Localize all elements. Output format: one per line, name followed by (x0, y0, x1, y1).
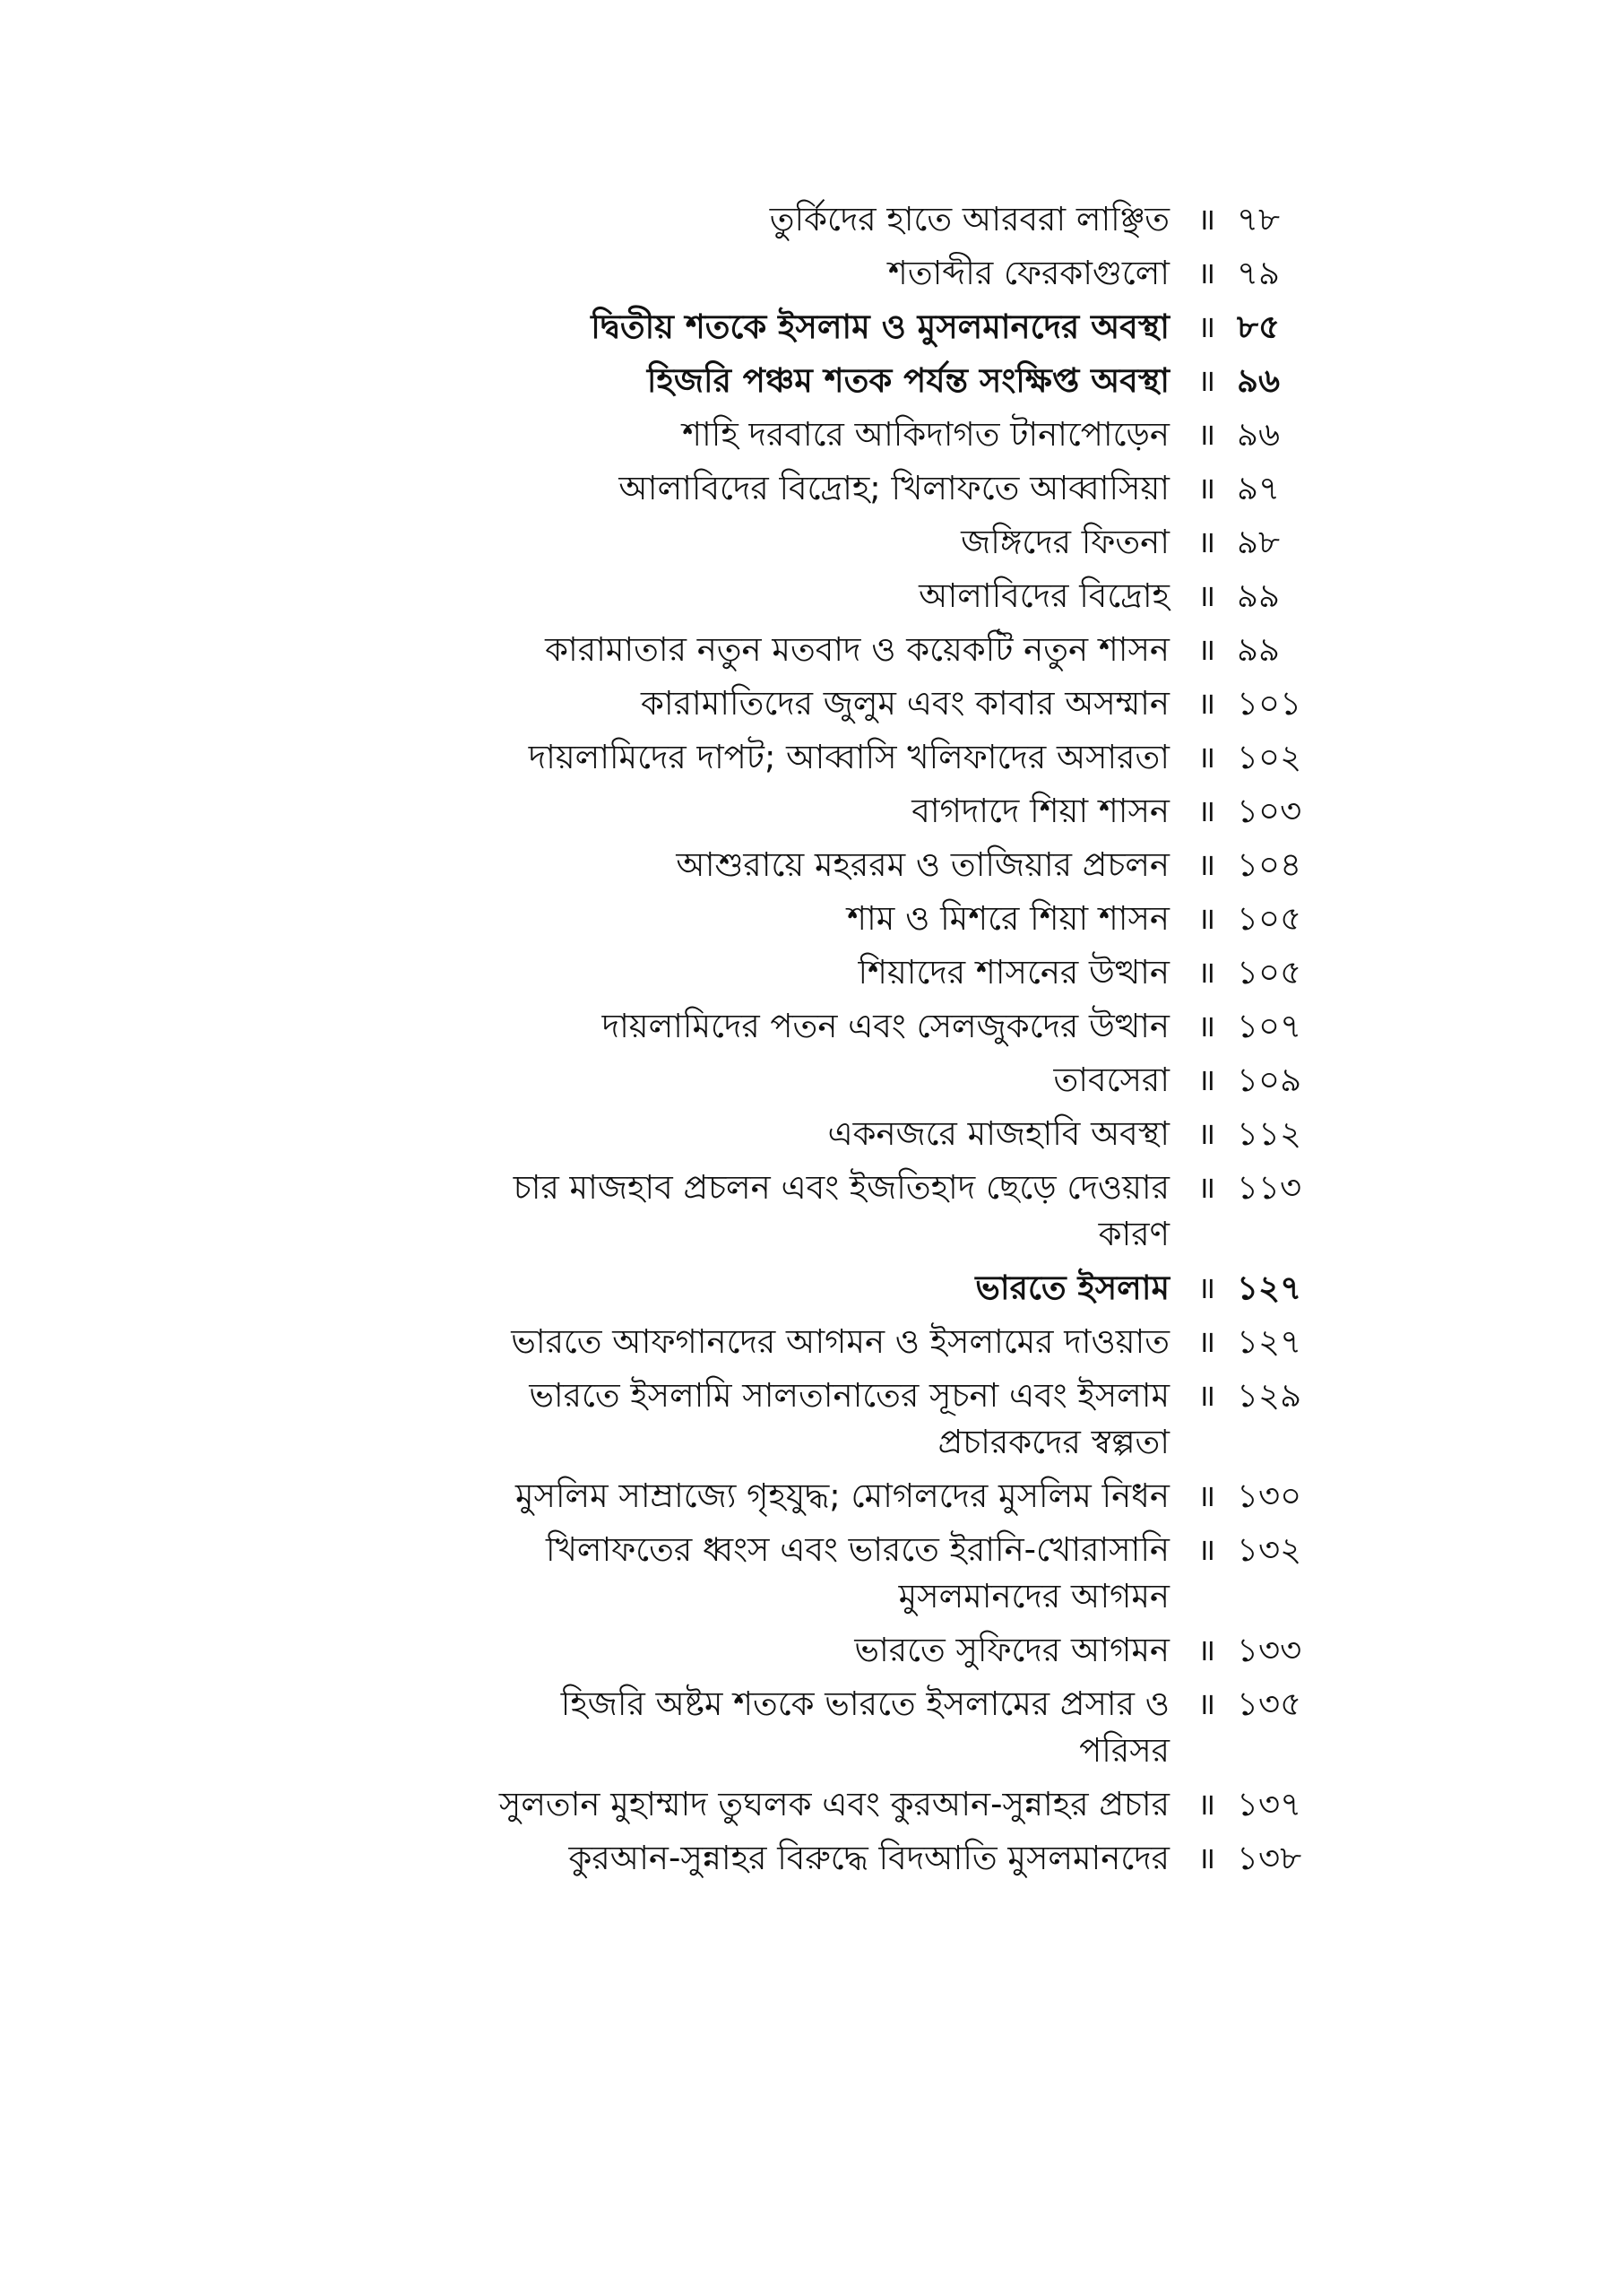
table-of-contents (0, 193, 1624, 1885)
toc-entry (0, 838, 1624, 892)
toc-entry-page: ৮৫ (1237, 307, 1281, 346)
toc-entry-title: ভারতে আফগানদের আগমন ও ইসলামের দাওয়াত (511, 1322, 1170, 1361)
toc-entry-page: ১৩৭ (1237, 1785, 1302, 1823)
toc-entry-title: ভারতে সুফিদের আগমন (854, 1631, 1170, 1669)
toc-entry-separator: ॥ (1196, 793, 1216, 829)
toc-entry-page: ১৩০ (1237, 1477, 1302, 1515)
toc-entry (0, 892, 1624, 946)
toc-entry-page: ৯৬ (1237, 415, 1281, 454)
toc-entry-separator: ॥ (1196, 471, 1216, 507)
toc-entry (0, 569, 1624, 623)
toc-entry-separator: ॥ (1196, 1686, 1216, 1722)
toc-entry-title: আশুরায়ে মহররম ও তাজিয়ার প্রচলন (676, 845, 1170, 884)
toc-entry-title: হিজরি পঞ্চম শতক পর্যন্ত সংক্ষিপ্ত অবস্থা (646, 361, 1170, 400)
toc-entry-separator: ॥ (1196, 686, 1216, 722)
toc-entry (0, 1832, 1624, 1885)
toc-entry-page: ১০১ (1237, 684, 1302, 723)
toc-entry-page: ১১২ (1237, 1114, 1302, 1153)
toc-entry (0, 1053, 1624, 1107)
toc-entry (0, 1000, 1624, 1053)
toc-entry-page: ১০৯ (1237, 1061, 1302, 1099)
toc-entry-page: ৯৬ (1237, 361, 1281, 400)
toc-entry-separator: ॥ (1196, 1324, 1216, 1360)
toc-entry-title: সুলতান মুহাম্মাদ তুঘলক এবং কুরআন-সুন্নাহর প্রচার (498, 1785, 1170, 1823)
toc-entry (0, 1315, 1624, 1369)
toc-entry-title: হিজরি অষ্টম শতকে ভারতে ইসলামের প্রসার ও পরিসর (560, 1684, 1170, 1770)
toc-entry-title: শতাব্দীর ফেরকাগুলো (887, 254, 1170, 292)
toc-entry-title: খিলাফতের ধ্বংস এবং ভারতে ইরানি-খোরাসানি মুসলমানদের আগমন (546, 1530, 1170, 1615)
toc-entry-title: বাগদাদে শিয়া শাসন (911, 792, 1170, 830)
toc-entry-page: ৭৮ (1237, 200, 1281, 238)
toc-entry (0, 1369, 1624, 1469)
toc-entry-title: চার মাজহাব প্রচলন এবং ইজতিহাদ ছেড়ে দেওয়ার কারণ (513, 1168, 1170, 1253)
toc-entry-separator: ॥ (1196, 1532, 1216, 1568)
toc-entry (0, 1523, 1624, 1624)
toc-entry-page: ৯৭ (1237, 469, 1281, 507)
toc-entry (0, 623, 1624, 677)
toc-entry-title: কারামাতার নতুন মতবাদ ও কয়েকটি নতুন শাসন (545, 630, 1170, 669)
toc-entry-page: ১৩৩ (1237, 1631, 1302, 1669)
toc-entry (0, 247, 1624, 300)
toc-entry-page: ১৩৫ (1237, 1684, 1302, 1723)
toc-entry-title: শিয়াদের শাসনের উত্থান (858, 953, 1170, 992)
toc-entry-separator: ॥ (1196, 1478, 1216, 1514)
toc-entry-title: শাহি দরবারে আকিদাগত টানাপোড়েন (682, 415, 1170, 454)
toc-entry-page: ১৩৮ (1237, 1839, 1302, 1877)
toc-entry (0, 1677, 1624, 1778)
toc-entry-page: ১০৫ (1237, 953, 1302, 992)
toc-entry-page: ১০৩ (1237, 792, 1302, 830)
toc-entry-separator: ॥ (1196, 524, 1216, 560)
toc-entry-separator: ॥ (1196, 632, 1216, 668)
toc-entry (0, 1261, 1624, 1315)
toc-entry (0, 300, 1624, 354)
toc-entry-page: ৭৯ (1237, 254, 1281, 292)
toc-entry-title: দ্বিতীয় শতকে ইসলাম ও মুসলমানদের অবস্থা (591, 307, 1170, 346)
toc-entry (0, 784, 1624, 838)
toc-entry-title: শাম ও মিশরে শিয়া শাসন (847, 899, 1170, 938)
toc-entry-title: ভারতে ইসলাম (975, 1269, 1170, 1307)
toc-entry-page: ১০২ (1237, 738, 1302, 776)
toc-entry (0, 1778, 1624, 1832)
toc-entry (0, 515, 1624, 569)
toc-entry-separator: ॥ (1196, 417, 1216, 453)
toc-entry (0, 193, 1624, 247)
toc-entry (0, 1469, 1624, 1523)
toc-entry-separator: ॥ (1196, 363, 1216, 399)
toc-entry-title: জঙ্গিদের ফিতনা (961, 523, 1170, 561)
toc-entry-title: দায়লামিদের দাপট; আব্বাসি খলিফাদের অসারতা (528, 738, 1170, 776)
toc-entry (0, 1107, 1624, 1161)
toc-entry-separator: ॥ (1196, 1378, 1216, 1414)
toc-entry-separator: ॥ (1196, 1632, 1216, 1668)
toc-entry-page: ১২৯ (1237, 1376, 1302, 1415)
toc-entry (0, 1161, 1624, 1261)
toc-entry-title: দায়লামিদের পতন এবং সেলজুকদের উত্থান (601, 1007, 1170, 1045)
toc-entry-page: ১৩২ (1237, 1530, 1302, 1569)
toc-entry-separator: ॥ (1196, 1062, 1216, 1098)
toc-entry (0, 946, 1624, 1000)
toc-entry-separator: ॥ (1196, 202, 1216, 238)
toc-entry (0, 354, 1624, 408)
toc-entry-page: ১২৭ (1237, 1269, 1302, 1307)
toc-entry-page: ১০৪ (1237, 845, 1302, 884)
toc-entry-title: মুসলিম সাম্রাজ্যে গৃহযুদ্ধ; মোগলদের মুসলিম নিধন (514, 1477, 1170, 1515)
toc-entry (0, 462, 1624, 515)
toc-entry-separator: ॥ (1196, 1009, 1216, 1044)
toc-entry-separator: ॥ (1196, 740, 1216, 775)
toc-entry-separator: ॥ (1196, 1840, 1216, 1876)
toc-entry-page: ১২৭ (1237, 1322, 1302, 1361)
toc-entry-title: আলাবিদের বিদ্রোহ; খিলাফতে আব্বাসিয়া (618, 469, 1170, 507)
toc-entry-title: একনজরে মাজহাবি অবস্থা (827, 1114, 1170, 1153)
toc-entry-title: কুরআন-সুন্নাহর বিরুদ্ধে বিদআতি মুসলমানদের (568, 1839, 1170, 1877)
toc-entry-separator: ॥ (1196, 1787, 1216, 1823)
toc-entry (0, 677, 1624, 731)
toc-entry-page: ৯৯ (1237, 576, 1281, 615)
toc-entry-separator: ॥ (1196, 901, 1216, 937)
toc-entry-title: তুর্কিদের হাতে আরবরা লাঞ্ছিত (769, 200, 1170, 238)
toc-entry-separator: ॥ (1196, 1270, 1216, 1306)
toc-entry-title: কারামাতিদের জুলুম এবং কাবার অসম্মান (641, 684, 1170, 723)
toc-entry-page: ১০৫ (1237, 899, 1302, 938)
toc-entry-separator: ॥ (1196, 578, 1216, 614)
toc-entry-page: ১০৭ (1237, 1007, 1302, 1045)
toc-entry-separator: ॥ (1196, 255, 1216, 291)
toc-entry-separator: ॥ (1196, 955, 1216, 991)
toc-entry-title: আলাবিদের বিদ্রোহ (919, 576, 1170, 615)
toc-entry-separator: ॥ (1196, 847, 1216, 883)
toc-entry-separator: ॥ (1196, 1170, 1216, 1206)
toc-entry-page: ৯৮ (1237, 523, 1281, 561)
toc-entry-page: ৯৯ (1237, 630, 1281, 669)
toc-entry-separator: ॥ (1196, 309, 1216, 345)
toc-entry (0, 1624, 1624, 1677)
toc-entry-separator: ॥ (1196, 1116, 1216, 1152)
toc-entry (0, 731, 1624, 784)
toc-entry-title: ভারতে ইসলামি সালতানাতের সূচনা এবং ইসলাম প্রচারকদের স্বল্পতা (529, 1376, 1170, 1461)
toc-entry-title: তাবসেরা (1053, 1061, 1170, 1099)
toc-entry-page: ১১৩ (1237, 1168, 1302, 1207)
toc-entry (0, 408, 1624, 462)
